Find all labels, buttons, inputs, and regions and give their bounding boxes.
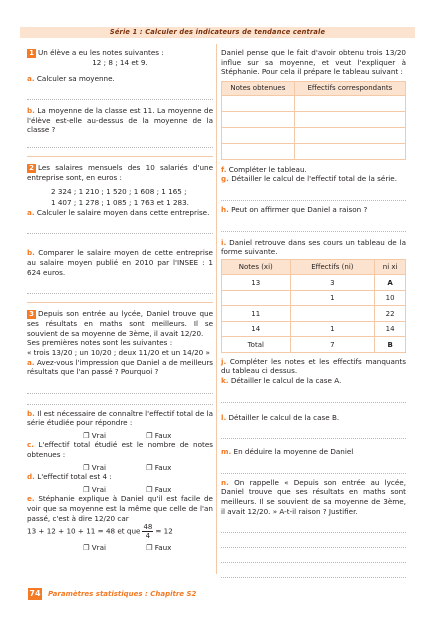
vrai-checkbox[interactable]: ❐ Vrai xyxy=(83,543,107,553)
answer-line[interactable] xyxy=(27,285,213,294)
ex1-notes: 12 ; 8 ; 14 et 9. xyxy=(92,58,148,67)
ex2-salaries-line1: 2 324 ; 1 210 ; 1 520 ; 1 608 ; 1 165 ; xyxy=(51,186,187,196)
table-cell[interactable] xyxy=(222,111,295,127)
table-cell: 1 xyxy=(290,290,375,306)
table-cell[interactable] xyxy=(222,290,291,306)
question-g: g. Détailler le calcul de l'effectif total de la série. xyxy=(221,174,397,184)
ex3-notes-intro: Ses premières notes sont les suivantes : xyxy=(27,338,173,348)
vrai-checkbox[interactable]: ❐ Vrai xyxy=(83,430,107,440)
question-k: k. Détailler le calcul de la case A. xyxy=(221,375,342,385)
table2-header-effectifs: Effectifs (ni) xyxy=(290,259,375,275)
question-f: f. Compléter le tableau. xyxy=(221,164,307,174)
section-separator xyxy=(27,302,213,303)
faux-checkbox[interactable]: ❐ Faux xyxy=(146,543,172,553)
table-cell: 7 xyxy=(290,337,375,353)
question-l: l. Détailler le calcul de la case B. xyxy=(221,412,340,422)
ex3-number: 3 xyxy=(27,310,36,319)
answer-line[interactable] xyxy=(27,139,213,148)
table2-header-product: ni xi xyxy=(375,259,406,275)
series-header-band xyxy=(20,27,415,38)
ex3-intro: 3 Depuis son entrée au lycée, Daniel trouve que ses résultats en maths sont meilleurs. Il se souvient de sa moyenne de 3ème, il avait 12/20. xyxy=(27,309,213,338)
table-cell-b: B xyxy=(375,337,406,353)
table-cell: Total xyxy=(222,337,291,353)
page-number: 74 xyxy=(29,589,41,598)
ex3-c-choices xyxy=(27,463,213,473)
table-row xyxy=(222,95,406,111)
section-separator xyxy=(27,156,213,157)
answer-line[interactable] xyxy=(221,539,406,548)
table-row xyxy=(222,275,406,291)
table-cell: 14 xyxy=(375,321,406,337)
table-cell: 1 xyxy=(290,321,375,337)
ex2-question-b: b. Comparer le salaire moyen de cette entreprise au salaire moyen publié en 2010 par l'INSEE : 1 624 euros. xyxy=(27,248,213,277)
ex3-b-choices xyxy=(27,431,213,441)
table-cell: 3 xyxy=(290,275,375,291)
column-divider xyxy=(216,44,217,574)
fraction-48-over-4: $\frac{48}{4}$ xyxy=(143,523,153,541)
table-cell: 22 xyxy=(375,306,406,322)
answer-line[interactable] xyxy=(27,385,213,394)
table-row xyxy=(222,306,406,322)
question-h: h. Peut on affirmer que Daniel a raison ? xyxy=(221,204,368,214)
answer-line[interactable] xyxy=(221,394,406,403)
ex3-notes: « trois 13/20 ; un 10/20 ; deux 11/20 et un 14/20 » xyxy=(27,347,210,357)
table-cell[interactable] xyxy=(222,127,295,143)
table-cell: 11 xyxy=(222,306,291,322)
table-cell[interactable] xyxy=(290,306,375,322)
vrai-checkbox[interactable]: ❐ Vrai xyxy=(83,462,107,472)
ex1-intro: 1 Un élève a eu les notes suivantes : xyxy=(27,48,213,58)
table-cell-a: A xyxy=(375,275,406,291)
table-cell[interactable] xyxy=(294,111,405,127)
right-column xyxy=(221,48,406,578)
table-cell[interactable] xyxy=(294,127,405,143)
faux-checkbox[interactable]: ❐ Faux xyxy=(146,430,172,440)
answer-line[interactable] xyxy=(221,554,406,563)
faux-checkbox[interactable]: ❐ Faux xyxy=(146,462,172,472)
ex1-number: 1 xyxy=(27,49,36,58)
ex3-e-choices xyxy=(27,543,213,553)
ex2-question-a: a. Calculer le salaire moyen dans cette entreprise. xyxy=(27,207,210,217)
question-n: n. On rappelle « Depuis son entrée au lycée, Daniel trouve que ses résultats en maths sont meilleurs. Il se souvient de sa moyenne de 3ème, il avait 12/20. » A-t-il raison ? Justifier. xyxy=(221,477,406,516)
table-row xyxy=(222,337,406,353)
answer-line[interactable] xyxy=(27,225,213,234)
answer-line[interactable] xyxy=(221,223,406,232)
table-cell[interactable] xyxy=(222,95,295,111)
series-title: Série 1 : Calculer des indicateurs de tendance centrale xyxy=(109,28,326,36)
ex3-question-e: e. Stéphanie explique à Daniel qu'il est facile de voir que sa moyenne est la même que celle de l'an passé, c'est à dire 12/20 car xyxy=(27,494,213,523)
answer-line[interactable] xyxy=(27,396,213,405)
answer-line[interactable] xyxy=(221,192,406,201)
question-i: i. Daniel retrouve dans ses cours un tableau de la forme suivante. xyxy=(221,237,406,257)
right-intro: Daniel pense que le fait d'avoir obtenu trois 13/20 influe sur sa moyenne, et veut l'expliquer à Stéphanie. Pour cela il prépare le tableau suivant : xyxy=(221,48,406,77)
table-cell: 13 xyxy=(222,275,291,291)
answer-line[interactable] xyxy=(221,465,406,474)
answer-line[interactable] xyxy=(221,569,406,578)
question-j: j. Compléter les notes et les effectifs manquants du tableau ci dessus. xyxy=(221,356,406,376)
table-cell[interactable] xyxy=(294,143,405,159)
table-cell: 10 xyxy=(375,290,406,306)
ex3-question-d: d. L'effectif total est 4 : xyxy=(27,472,112,482)
ex1-question-a: a. Calculer sa moyenne. xyxy=(27,73,115,83)
table1-header-notes: Notes obtenues xyxy=(222,81,295,95)
answer-line[interactable] xyxy=(221,524,406,533)
table-cell[interactable] xyxy=(222,143,295,159)
table-row xyxy=(222,290,406,306)
table-xi-ni xyxy=(221,259,406,353)
ex3-d-choices xyxy=(27,485,213,495)
chapter-title: Paramètres statistiques : Chapitre S2 xyxy=(48,590,197,598)
table-row xyxy=(222,321,406,337)
ex2-number: 2 xyxy=(27,164,36,173)
table-notes-effectifs xyxy=(221,81,406,160)
vrai-checkbox[interactable]: ❐ Vrai xyxy=(83,484,107,494)
table-row xyxy=(222,111,406,127)
ex3-question-b: b. Il est nécessaire de connaître l'effectif total de la série étudiée pour répondre : xyxy=(27,408,213,428)
ex3-e-formula: 13 + 12 + 10 + 11 = 48 et que $\frac{48}{4}$ = 12 xyxy=(27,523,173,541)
answer-line[interactable] xyxy=(221,430,406,439)
ex2-salaries-line2: 1 407 ; 1 278 ; 1 085 ; 1 763 et 1 283. xyxy=(51,198,189,208)
table1-header-effectifs: Effectifs correspondants xyxy=(294,81,405,95)
table-cell: 14 xyxy=(222,321,291,337)
ex3-question-a: a. Avez-vous l'impression que Daniel a de meilleurs résultats que l'an passé ? Pourquoi ? xyxy=(27,357,214,377)
table2-header-notes: Notes (xi) xyxy=(222,259,291,275)
faux-checkbox[interactable]: ❐ Faux xyxy=(146,484,172,494)
ex3-question-c: c. L'effectif total étudié est le nombre de notes obtenues : xyxy=(27,440,213,460)
table-cell[interactable] xyxy=(294,95,405,111)
left-column xyxy=(27,48,213,553)
answer-line[interactable] xyxy=(27,91,213,100)
ex1-question-b: b. La moyenne de la classe est 11. La moyenne de l'élève est-elle au-dessus de la moyenne de la classe ? xyxy=(27,106,213,135)
table-row xyxy=(222,143,406,159)
table-row xyxy=(222,127,406,143)
question-m: m. En déduire la moyenne de Daniel xyxy=(221,447,354,457)
ex2-intro: 2 Les salaires mensuels des 10 salariés d'une entreprise sont, en euros : xyxy=(27,162,213,182)
